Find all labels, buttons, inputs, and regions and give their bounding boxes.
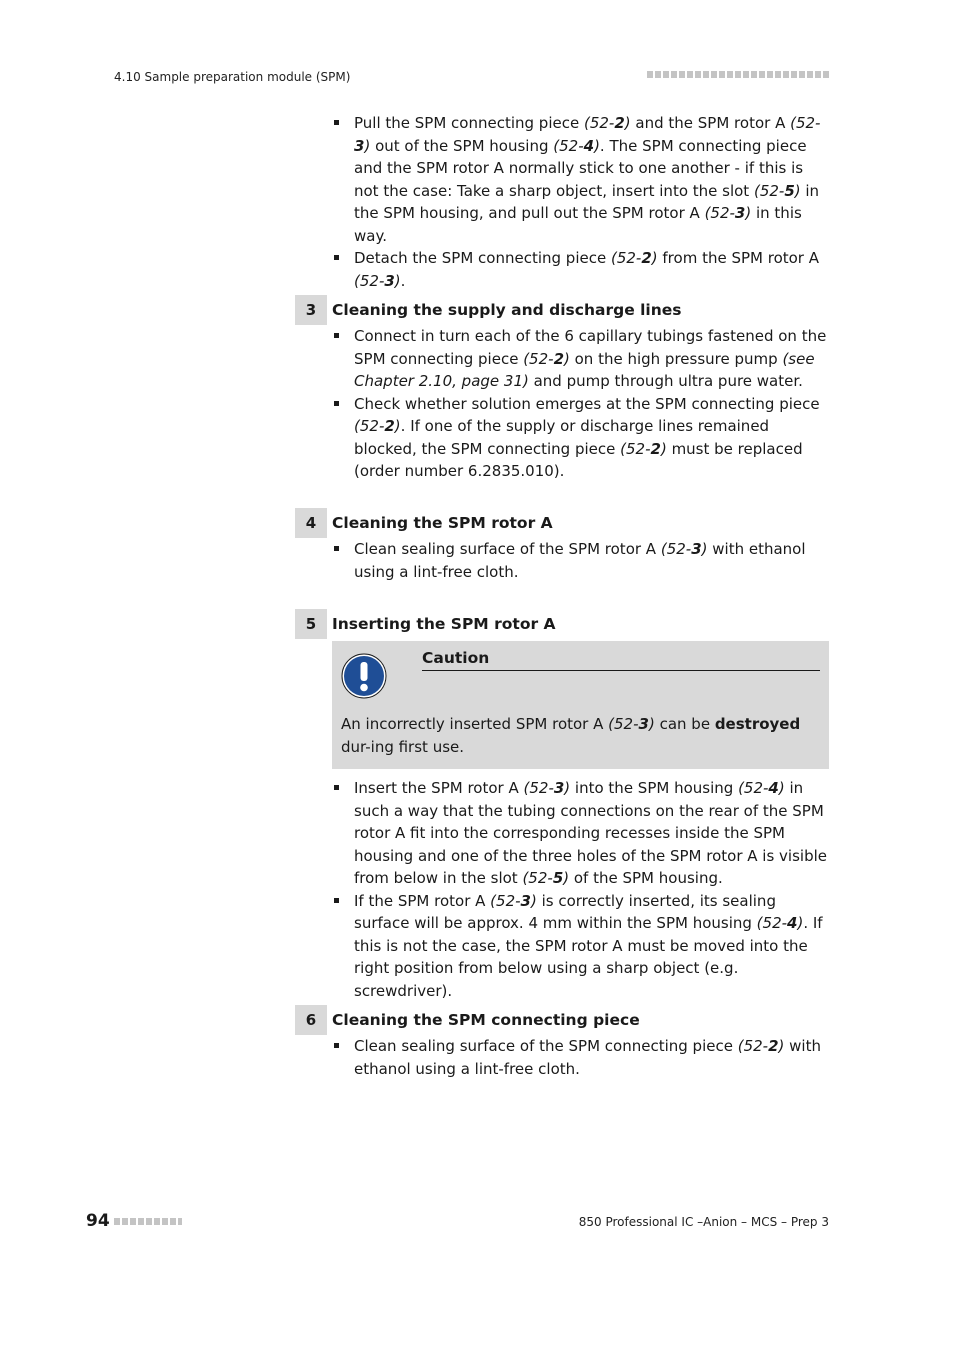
list-item: Check whether solution emerges at the SPM connecting piece (52-2). If one of the supply or discharge lines remained blocked, the SPM connecting piece (52-2) must be replaced (order number 6.2835.010). (330, 393, 830, 483)
list-item: Insert the SPM rotor A (52-3) into the SPM housing (52-4) in such a way that the tubing connections on the rear of the SPM rotor A fit into the corresponding recesses inside the SPM housing and one of the three holes of the SPM rotor A is visible from below in the slot (52-5) of the SPM housing. (330, 777, 830, 890)
step-5-heading (295, 609, 830, 639)
intro-bullets (330, 112, 830, 292)
step-title: Cleaning the SPM connecting piece (332, 1011, 640, 1029)
running-header: 4.10 Sample preparation module (SPM) (114, 70, 351, 84)
step-number: 3 (295, 295, 327, 325)
document-title: 850 Professional IC –Anion – MCS – Prep 3 (578, 1215, 829, 1229)
list-item: Clean sealing surface of the SPM rotor A (52-3) with ethanol using a lint-free cloth. (330, 538, 830, 583)
cross-reference-link[interactable]: (see Chapter 2.10, page 31) (354, 349, 815, 390)
caution-text: An incorrectly inserted SPM rotor A (52-3) can be destroyed dur-ing first use. (341, 715, 801, 756)
list-item: Connect in turn each of the 6 capillary tubings fastened on the SPM connecting piece (52-2) on the high pressure pump (see Chapter 2.10, page 31) and pump through ultra pure water. (330, 325, 830, 393)
caution-box (332, 641, 829, 769)
page-number: 94 (86, 1211, 110, 1231)
step-number: 5 (295, 609, 327, 639)
step-5-bullets (330, 777, 830, 1002)
list-item: Pull the SPM connecting piece (52-2) and the SPM rotor A (52-3) out of the SPM housing (52-4). The SPM connecting piece and the SPM rotor A normally stick to one another - if this is not the case: Take a sharp object, insert into the slot (52-5) in the SPM housing, and pull out the SPM rotor A (52-3) in this way. (330, 112, 830, 247)
list-item: Detach the SPM connecting piece (52-2) from the SPM rotor A (52-3). (330, 247, 830, 292)
step-3-bullets (330, 325, 830, 483)
caution-title: Caution (422, 649, 820, 671)
step-3-heading (295, 295, 830, 325)
step-title: Inserting the SPM rotor A (332, 615, 556, 633)
step-4-bullets (330, 538, 830, 583)
list-item: If the SPM rotor A (52-3) is correctly inserted, its sealing surface will be approx. 4 mm within the SPM housing (52-4). If this is not the case, the SPM rotor A must be moved into the right position from below using a sharp object (e.g. screwdriver). (330, 890, 830, 1003)
exclamation-icon (341, 653, 387, 699)
footer-dots (114, 1218, 182, 1225)
step-6-heading (295, 1005, 830, 1035)
step-number: 4 (295, 508, 327, 538)
step-number: 6 (295, 1005, 327, 1035)
step-title: Cleaning the supply and discharge lines (332, 301, 682, 319)
list-item: Clean sealing surface of the SPM connecting piece (52-2) with ethanol using a lint-free cloth. (330, 1035, 830, 1080)
step-4-heading (295, 508, 830, 538)
header-dots (647, 71, 829, 78)
step-6-bullets (330, 1035, 830, 1080)
step-title: Cleaning the SPM rotor A (332, 514, 553, 532)
